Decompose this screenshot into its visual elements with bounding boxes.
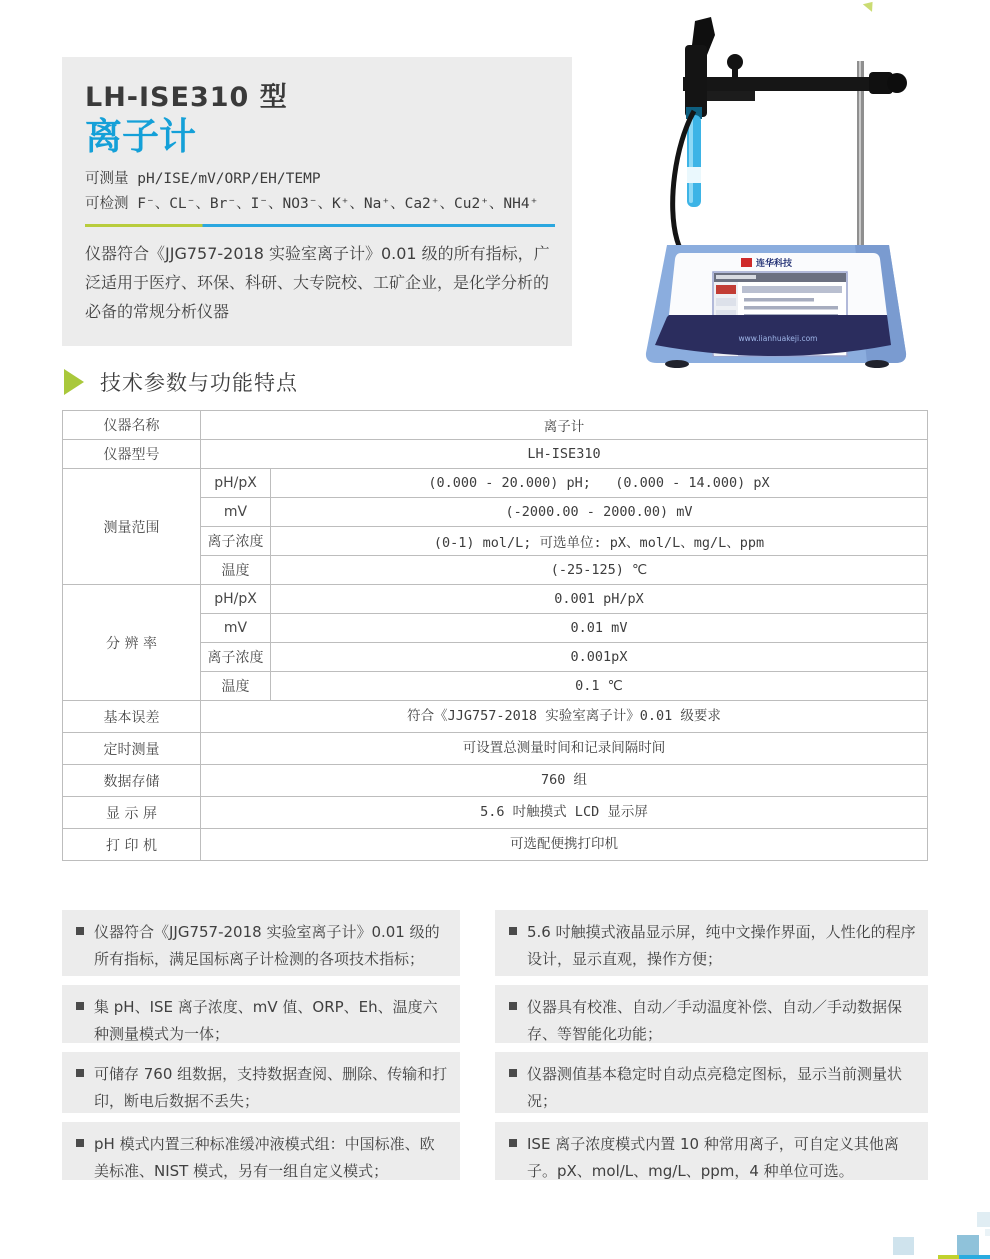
- measurable-line: 可测量 pH/ISE/mV/ORP/EH/TEMP: [85, 171, 321, 187]
- footer-square-decoration: [977, 1212, 990, 1227]
- model-title: LH-ISE310 型: [85, 82, 288, 113]
- feature-text: pH 模式内置三种标准缓冲液模式组：中国标准、欧美标准、NIST 模式，另有一组自定义模式；: [94, 1135, 435, 1180]
- footer-line-blue: [959, 1255, 990, 1259]
- spec-sublabel-ph: pH/pX: [201, 469, 271, 498]
- spec-label-name: 仪器名称: [63, 411, 201, 440]
- square-bullet-icon: [509, 1069, 517, 1077]
- spec-label-model: 仪器型号: [63, 440, 201, 469]
- spec-sublabel-mv: mV: [201, 614, 271, 643]
- clamp-body: [685, 45, 707, 117]
- screen-row-header: [742, 286, 842, 293]
- spec-label-resolution: 分 辨 率: [63, 585, 201, 701]
- feature-item: [495, 1052, 928, 1113]
- feature-text: 集 pH、ISE 离子浓度、mV 值、ORP、Eh、温度六种测量模式为一体；: [94, 998, 438, 1043]
- right-triangle-icon: [64, 369, 84, 395]
- titlebar-text-line: [716, 275, 756, 279]
- clamp-teeth: [703, 91, 755, 101]
- feature-item: [62, 1122, 460, 1180]
- spec-value-timing: 可设置总测量时间和记录间隔时间: [201, 733, 928, 765]
- sidebar-tab: [716, 298, 736, 306]
- device-foot: [865, 360, 889, 368]
- square-bullet-icon: [76, 1002, 84, 1010]
- screw-knob: [727, 54, 743, 70]
- detectable-line: 可检测 F⁻、CL⁻、Br⁻、I⁻、NO3⁻、K⁺、Na⁺、Ca2⁺、Cu2⁺、NH4⁺: [85, 196, 539, 212]
- spec-sublabel-mv: mV: [201, 498, 271, 527]
- feature-text: 可储存 760 组数据，支持数据查阅、删除、传输和打印，断电后数据不丢失；: [94, 1065, 448, 1110]
- footer-square-decoration: [893, 1237, 914, 1255]
- spec-value-storage: 760 组: [201, 765, 928, 797]
- spec-label-range: 测量范围: [63, 469, 201, 585]
- square-bullet-icon: [76, 1139, 84, 1147]
- product-description: 仪器符合《JJG757-2018 实验室离子计》0.01 级的所有指标，广泛适用于医疗、环保、科研、大专院校、工矿企业，是化学分析的必备的常规分析仪器: [85, 244, 550, 321]
- feature-text: 仪器测值基本稳定时自动点亮稳定图标，显示当前测量状况；: [527, 1065, 903, 1110]
- device-foot: [665, 360, 689, 368]
- feature-item: [495, 1122, 928, 1180]
- product-name: 离子计: [85, 115, 196, 158]
- spec-sublabel-ion: 离子浓度: [201, 643, 271, 672]
- ion-meter-illustration: [615, 15, 945, 370]
- feature-list: [62, 910, 928, 1180]
- screen-text-line: [744, 306, 838, 310]
- stand-arm: [683, 77, 875, 91]
- spec-label-printer: 打 印 机: [63, 829, 201, 861]
- square-bullet-icon: [509, 1139, 517, 1147]
- corner-accent-icon: [863, 0, 877, 12]
- spec-value-model: LH-ISE310: [201, 440, 928, 469]
- spec-value-error: 符合《JJG757-2018 实验室离子计》0.01 级要求: [201, 701, 928, 733]
- feature-item: [62, 910, 460, 976]
- spec-table: [62, 410, 928, 861]
- footer-square-decoration: [985, 1229, 990, 1236]
- spec-value-res-temp: 0.1 ℃: [271, 672, 928, 701]
- square-bullet-icon: [76, 927, 84, 935]
- feature-text: 5.6 吋触摸式液晶显示屏，纯中文操作界面，人性化的程序设计，显示直观，操作方便；: [527, 923, 916, 968]
- screen-text-line: [744, 298, 814, 302]
- spec-value-range-mv: (-2000.00 - 2000.00) mV: [271, 498, 928, 527]
- spec-label-storage: 数据存储: [63, 765, 201, 797]
- feature-text: ISE 离子浓度模式内置 10 种常用离子，可自定义其他离子。pX、mol/L、mg/L、ppm，4 种单位可选。: [527, 1135, 899, 1180]
- feature-text: 仪器符合《JJG757-2018 实验室离子计》0.01 级的所有指标，满足国标离子计检测的各项技术指标；: [94, 923, 440, 968]
- electrode-label: [687, 167, 701, 183]
- spec-label-timing: 定时测量: [63, 733, 201, 765]
- hero-panel: [62, 57, 572, 346]
- spec-sublabel-temp: 温度: [201, 672, 271, 701]
- spec-value-res-mv: 0.01 mV: [271, 614, 928, 643]
- brand-text: 连华科技: [756, 259, 793, 269]
- feature-item: [495, 985, 928, 1043]
- square-bullet-icon: [76, 1069, 84, 1077]
- two-tone-divider: [85, 224, 555, 227]
- spec-value-range-temp: (-25-125) ℃: [271, 556, 928, 585]
- square-bullet-icon: [509, 1002, 517, 1010]
- spec-value-name: 离子计: [201, 411, 928, 440]
- feature-text: 仪器具有校准、自动／手动温度补偿、自动／手动数据保存、等智能化功能；: [527, 998, 903, 1043]
- electrode-highlight: [689, 117, 693, 203]
- section-header: [64, 367, 298, 397]
- brand-logo-icon: [741, 258, 752, 267]
- feature-item: [62, 985, 460, 1043]
- spec-sublabel-ph: pH/pX: [201, 585, 271, 614]
- spec-sublabel-ion: 离子浓度: [201, 527, 271, 556]
- arm-knob: [887, 73, 907, 93]
- spec-value-range-ph: (0.000 - 20.000) pH; (0.000 - 14.000) pX: [271, 469, 928, 498]
- website-text: www.lianhuakeji.com: [738, 334, 818, 343]
- spec-value-display: 5.6 吋触摸式 LCD 显示屏: [201, 797, 928, 829]
- sidebar-active-tab: [716, 285, 736, 294]
- spec-value-printer: 可选配便携打印机: [201, 829, 928, 861]
- section-title: 技术参数与功能特点: [100, 371, 298, 395]
- spec-value-range-ion: (0-1) mol/L; 可选单位: pX、mol/L、mg/L、ppm: [271, 527, 928, 556]
- spec-label-display: 显 示 屏: [63, 797, 201, 829]
- square-bullet-icon: [509, 927, 517, 935]
- spec-value-res-ph: 0.001 pH/pX: [271, 585, 928, 614]
- spec-value-res-ion: 0.001pX: [271, 643, 928, 672]
- feature-item: [62, 1052, 460, 1113]
- spec-sublabel-temp: 温度: [201, 556, 271, 585]
- footer-line-green: [938, 1255, 959, 1259]
- feature-item: [495, 910, 928, 976]
- spec-label-error: 基本误差: [63, 701, 201, 733]
- product-photo: [615, 15, 945, 370]
